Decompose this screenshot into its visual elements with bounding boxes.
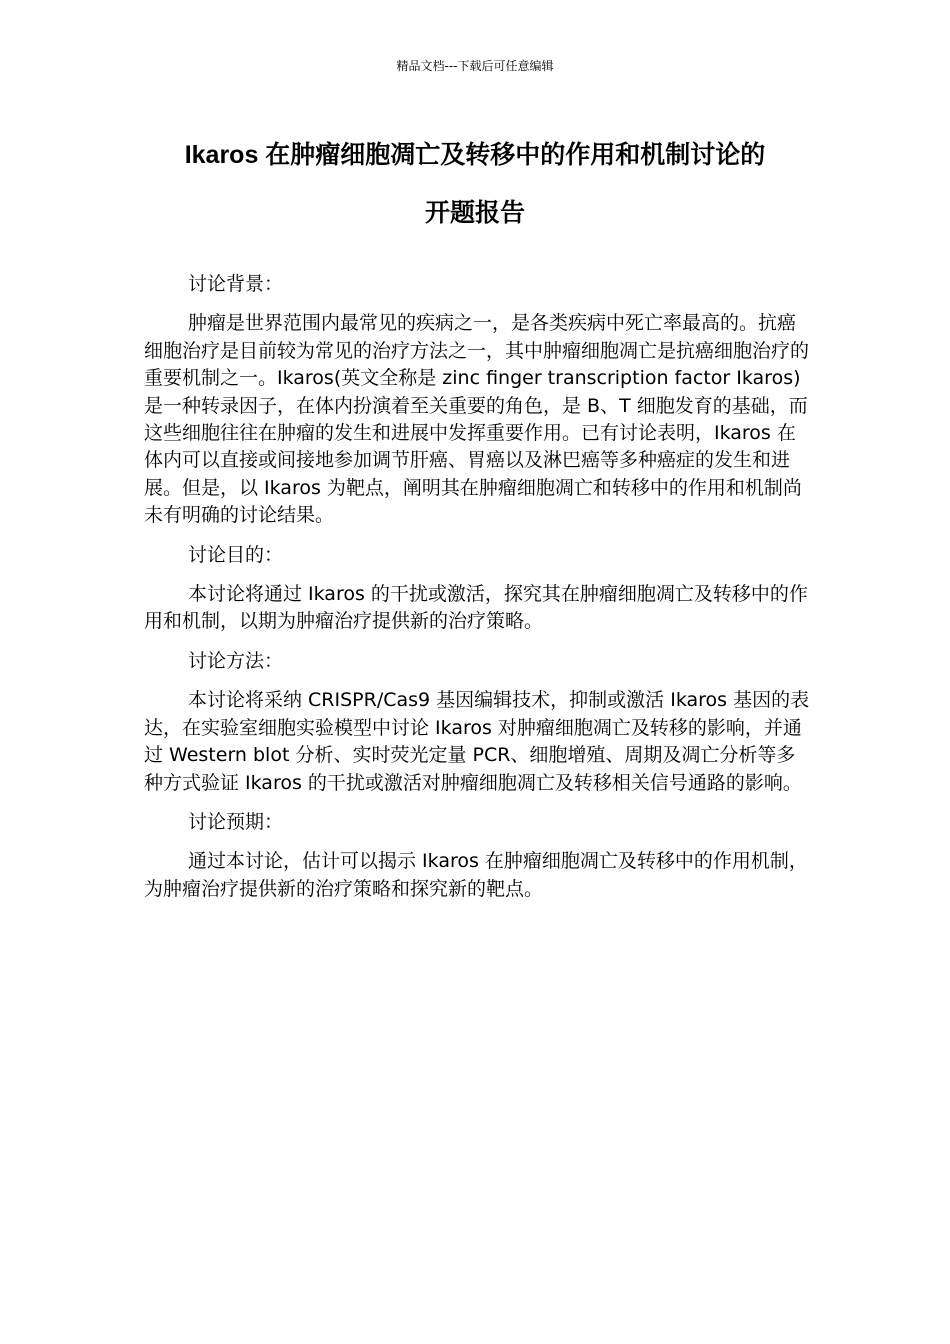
document-body (144, 271, 810, 915)
document-title-line-2: 开题报告 (424, 199, 525, 227)
section-body-purpose: 本讨论将通过 Ikaros 的干扰或激活，探究其在肿瘤细胞凋亡及转移中的作用和机制，以期为肿瘤治疗提供新的治疗策略。 (144, 583, 808, 633)
section-body-method: 本讨论将采纳 CRISPR/Cas9 基因编辑技术，抑制或激活 Ikaros 基因的表达，在实验室细胞实验模型中讨论 Ikaros 对肿瘤细胞凋亡及转移的影响，并通过 Western blot 分析、实时荧光定量 PCR、细胞增殖、周期及凋亡分析等多种方式验证 Ikaros 的干扰或激活对肿瘤细胞凋亡及转移相关信号通路的影响。 (144, 689, 810, 794)
section-heading-purpose: 讨论目的： (188, 543, 284, 566)
header-note: 精品文档---下载后可任意编辑 (396, 59, 554, 73)
section-heading-background: 讨论背景： (188, 273, 284, 295)
section-body-expectation: 通过本讨论，估计可以揭示 Ikaros 在肿瘤细胞凋亡及转移中的作用机制，为肿瘤治疗提供新的治疗策略和探究新的靶点。 (144, 850, 808, 900)
section-heading-expectation: 讨论预期： (188, 810, 284, 833)
section-heading-method: 讨论方法： (188, 649, 284, 672)
section-body-background: 肿瘤是世界范围内最常见的疾病之一，是各类疾病中死亡率最高的。抗癌细胞治疗是目前较为常见的治疗方法之一，其中肿瘤细胞凋亡是抗癌细胞治疗的重要机制之一。Ikaros(英文全称是 zinc finger transcription factor Ikaros)是一种转录因子，在体内扮演着至关重要的角色，是 B、T 细胞发育的基础，而这些细胞往往在肿瘤的发生和进展中发挥重要作用。已有讨论表明，Ikaros 在体内可以直接或间接地参加调节肝癌、胃癌以及淋巴癌等多种癌症的发生和进展。但是，以 Ikaros 为靶点，阐明其在肿瘤细胞凋亡和转移中的作用和机制尚未有明确的讨论结果。 (144, 312, 810, 527)
document-title-line-1: Ikaros 在肿瘤细胞凋亡及转移中的作用和机制讨论的 (184, 141, 766, 169)
